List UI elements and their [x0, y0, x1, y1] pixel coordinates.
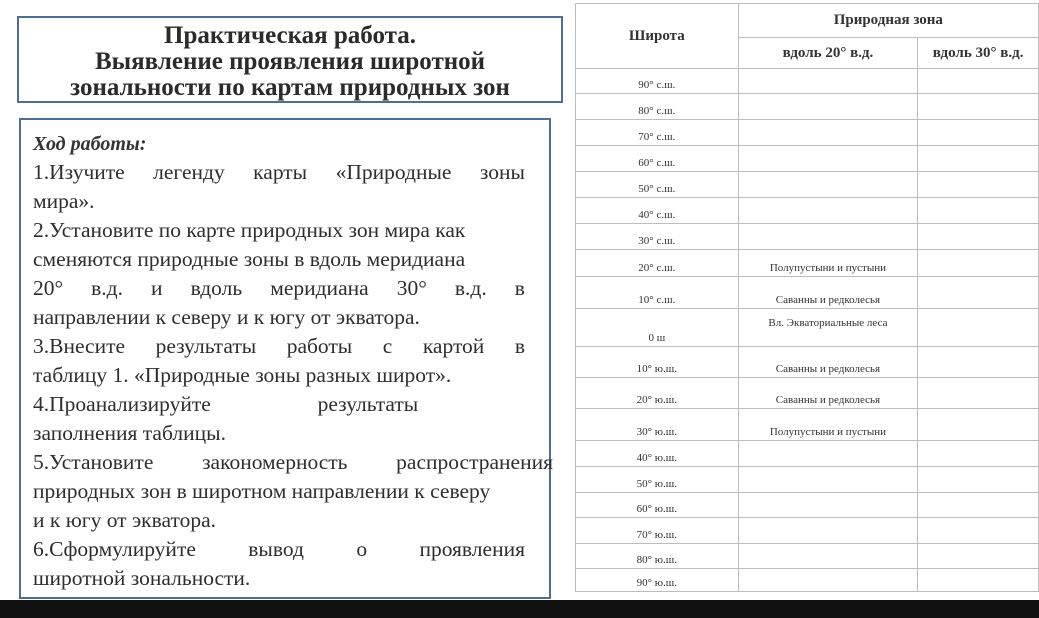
- title-line-2: Выявление проявления широтной: [94, 48, 486, 75]
- zone-20e-cell: [738, 146, 918, 172]
- zone-30e-cell: [918, 94, 1039, 120]
- steps-word: в.д.: [91, 276, 123, 300]
- work-steps-box: [19, 118, 551, 599]
- natural-zones-table: [575, 3, 1039, 592]
- steps-word: природных зон в широтном направлении к северу: [33, 479, 491, 503]
- steps-word: в: [514, 334, 525, 358]
- zone-30e-cell: [918, 309, 1039, 347]
- zone-30e-cell: [918, 467, 1039, 493]
- steps-word: 3.Внесите: [33, 334, 126, 358]
- table-row: [576, 569, 1039, 592]
- steps-lines: [33, 158, 553, 593]
- table-row: [576, 378, 1039, 409]
- zone-30e-cell: [918, 172, 1039, 198]
- steps-word: закономерность: [202, 450, 348, 474]
- steps-heading: Ход работы:: [33, 133, 147, 155]
- table-row: [576, 441, 1039, 467]
- zone-20e-cell: [738, 441, 918, 467]
- zone-20e-cell: [738, 172, 918, 198]
- steps-line: [33, 477, 549, 506]
- latitude-cell: 60° ю.ш.: [576, 493, 739, 518]
- latitude-cell: 30° ю.ш.: [576, 409, 739, 441]
- table-row: [576, 347, 1039, 378]
- latitude-cell: 50° ю.ш.: [576, 467, 739, 493]
- zone-30e-cell: [918, 198, 1039, 224]
- zone-30e-cell: [918, 569, 1039, 592]
- table-row: [576, 69, 1039, 94]
- steps-word: вдоль: [190, 276, 243, 300]
- table-row: [576, 172, 1039, 198]
- zone-20e-cell: Полупустыни и пустыни: [738, 250, 918, 277]
- steps-word: о: [356, 537, 368, 561]
- table-row: [576, 467, 1039, 493]
- steps-word: направлении к северу и к югу от экватора.: [33, 305, 420, 329]
- steps-line: [33, 332, 525, 361]
- steps-word: проявления: [419, 537, 525, 561]
- zone-30e-cell: [918, 146, 1039, 172]
- zone-20e-cell: [738, 69, 918, 94]
- zone-30e-cell: [918, 347, 1039, 378]
- steps-word: 20°: [33, 276, 64, 300]
- latitude-cell: 10° ю.ш.: [576, 347, 739, 378]
- zone-30e-cell: [918, 224, 1039, 250]
- steps-line: [33, 245, 549, 274]
- steps-word: картой: [422, 334, 485, 358]
- latitude-cell: 50° с.ш.: [576, 172, 739, 198]
- steps-word: 4.Проанализируйте: [33, 392, 211, 416]
- steps-word: 5.Установите: [33, 450, 154, 474]
- table-row: [576, 544, 1039, 569]
- steps-line: [33, 216, 549, 245]
- steps-line: [33, 448, 553, 477]
- table-row: [576, 493, 1039, 518]
- zone-20e-cell: [738, 518, 918, 544]
- latitude-cell: 90° ю.ш.: [576, 569, 739, 592]
- latitude-cell: 40° с.ш.: [576, 198, 739, 224]
- column-30e-header: вдоль 30° в.д.: [918, 38, 1039, 69]
- steps-word: 30°: [396, 276, 427, 300]
- zone-30e-cell: [918, 518, 1039, 544]
- latitude-cell: 10° с.ш.: [576, 277, 739, 309]
- latitude-cell: 70° ю.ш.: [576, 518, 739, 544]
- zone-30e-cell: [918, 493, 1039, 518]
- latitude-cell: 80° ю.ш.: [576, 544, 739, 569]
- steps-line: [33, 187, 549, 216]
- steps-word: и: [151, 276, 163, 300]
- latitude-cell: 40° ю.ш.: [576, 441, 739, 467]
- steps-word: в: [514, 276, 525, 300]
- table-row: [576, 277, 1039, 309]
- column-20e-header: вдоль 20° в.д.: [738, 38, 918, 69]
- steps-line: [33, 535, 525, 564]
- zone-20e-cell: Саванны и редколесья: [738, 378, 918, 409]
- zone-20e-cell: Саванны и редколесья: [738, 347, 918, 378]
- table-row: [576, 146, 1039, 172]
- steps-word: результаты: [317, 392, 419, 416]
- latitude-cell: 20° с.ш.: [576, 250, 739, 277]
- steps-word: карты: [253, 160, 308, 184]
- zone-20e-cell: [738, 198, 918, 224]
- steps-word: в.д.: [454, 276, 487, 300]
- steps-line: [33, 390, 525, 419]
- steps-word: легенду: [153, 160, 225, 184]
- zone-header: Природная зона: [738, 4, 1038, 38]
- steps-word: и к югу от экватора.: [33, 508, 217, 532]
- table-row: [576, 198, 1039, 224]
- steps-line: [33, 564, 549, 593]
- steps-word: зоны: [479, 160, 525, 184]
- steps-word: сменяются природные зоны в вдоль меридиана: [33, 247, 466, 271]
- zone-30e-cell: [918, 409, 1039, 441]
- zone-20e-cell: Полупустыни и пустыни: [738, 409, 918, 441]
- bottom-bar: [0, 600, 1039, 618]
- latitude-cell: 60° с.ш.: [576, 146, 739, 172]
- steps-line: [33, 274, 525, 303]
- steps-line: [33, 303, 549, 332]
- table-row: [576, 120, 1039, 146]
- table-row: [576, 518, 1039, 544]
- zone-20e-cell: [738, 224, 918, 250]
- latitude-cell: 70° с.ш.: [576, 120, 739, 146]
- steps-word: 2.Установите по карте природных зон мира как: [33, 218, 466, 242]
- zone-30e-cell: [918, 250, 1039, 277]
- zone-30e-cell: [918, 120, 1039, 146]
- steps-word: с: [382, 334, 393, 358]
- zone-20e-cell: [738, 467, 918, 493]
- zone-20e-cell: [738, 94, 918, 120]
- zone-30e-cell: [918, 441, 1039, 467]
- steps-word: «Природные: [335, 160, 452, 184]
- zone-20e-cell: [738, 120, 918, 146]
- title-line-3: зональности по картам природных зон: [70, 74, 510, 101]
- steps-word: мира».: [33, 189, 95, 213]
- steps-line: [33, 419, 549, 448]
- table-row: [576, 94, 1039, 120]
- steps-word: широтной зональности.: [33, 566, 251, 590]
- zone-20e-cell: [738, 544, 918, 569]
- zone-20e-cell: [738, 569, 918, 592]
- table-row: [576, 409, 1039, 441]
- steps-line: [33, 158, 525, 187]
- steps-word: меридиана: [270, 276, 369, 300]
- steps-line: [33, 506, 549, 535]
- zone-30e-cell: [918, 69, 1039, 94]
- steps-word: 6.Сформулируйте: [33, 537, 196, 561]
- zone-20e-cell: Вл. Экваториальные леса: [738, 309, 918, 347]
- zone-20e-cell: Саванны и редколесья: [738, 277, 918, 309]
- zone-30e-cell: [918, 277, 1039, 309]
- steps-word: распространения: [396, 450, 553, 474]
- steps-word: заполнения таблицы.: [33, 421, 226, 445]
- steps-word: 1.Изучите: [33, 160, 125, 184]
- latitude-cell: 80° с.ш.: [576, 94, 739, 120]
- zone-20e-cell: [738, 493, 918, 518]
- table-row: [576, 309, 1039, 347]
- zone-30e-cell: [918, 544, 1039, 569]
- latitude-header: Широта: [576, 4, 739, 69]
- table-row: [576, 250, 1039, 277]
- steps-word: вывод: [248, 537, 304, 561]
- latitude-cell: 0 ш: [576, 309, 739, 347]
- latitude-cell: 90° с.ш.: [576, 69, 739, 94]
- steps-word: работы: [286, 334, 353, 358]
- steps-word: таблицу 1. «Природные зоны разных широт».: [33, 363, 452, 387]
- steps-word: результаты: [155, 334, 257, 358]
- latitude-cell: 30° с.ш.: [576, 224, 739, 250]
- title-box: [17, 16, 563, 103]
- title-line-1: Практическая работа.: [164, 22, 416, 49]
- latitude-cell: 20° ю.ш.: [576, 378, 739, 409]
- steps-line: [33, 361, 549, 390]
- table-row: [576, 224, 1039, 250]
- zone-30e-cell: [918, 378, 1039, 409]
